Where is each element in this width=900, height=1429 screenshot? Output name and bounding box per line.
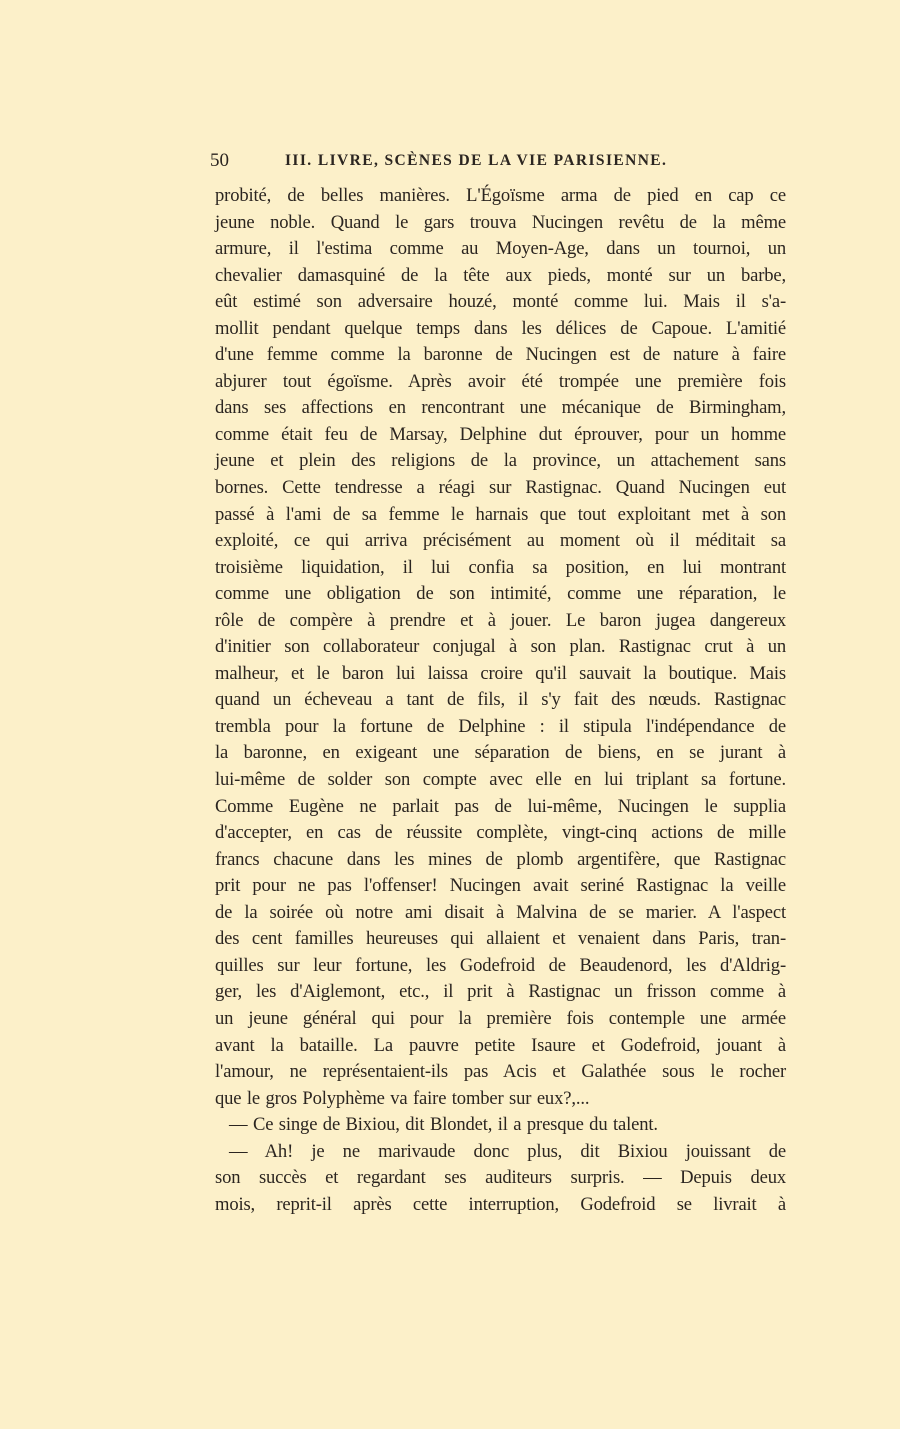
text-line: l'amour, ne représentaient-ils pas Acis et Galathée sous le rocher xyxy=(215,1061,786,1083)
text-line: troisième liquidation, il lui confia sa position, en lui montrant xyxy=(215,556,786,578)
text-line: de la soirée où notre ami disait à Malvina de se marier. A l'aspect xyxy=(215,901,786,923)
text-line: d'une femme comme la baronne de Nucingen est de nature à faire xyxy=(215,344,786,366)
text-line: un jeune général qui pour la première fois contemple une armée xyxy=(215,1007,786,1029)
text-line: abjurer tout égoïsme. Après avoir été trompée une première fois xyxy=(215,370,786,392)
text-line: rôle de compère à prendre et à jouer. Le baron jugea dangereux xyxy=(215,609,786,631)
text-line: mollit pendant quelque temps dans les délices de Capoue. L'amitié xyxy=(215,317,786,339)
text-line: francs chacune dans les mines de plomb argentifère, que Rastignac xyxy=(215,848,786,870)
text-line: ger, les d'Aiglemont, etc., il prit à Rastignac un frisson comme à xyxy=(215,981,786,1003)
text-line: avant la bataille. La pauvre petite Isaure et Godefroid, jouant à xyxy=(215,1034,786,1056)
text-line: comme une obligation de son intimité, comme une réparation, le xyxy=(215,583,786,605)
running-title: III. LIVRE, SCÈNES DE LA VIE PARISIENNE. xyxy=(285,152,668,169)
text-line: d'initier son collaborateur conjugal à son plan. Rastignac crut à un xyxy=(215,636,786,658)
text-line: des cent familles heureuses qui allaient et venaient dans Paris, tran- xyxy=(215,928,786,950)
page-header xyxy=(210,150,786,176)
text-line: dans ses affections en rencontrant une mécanique de Birmingham, xyxy=(215,397,786,419)
text-line: — Ah! je ne marivaude donc plus, dit Bixiou jouissant de xyxy=(229,1140,786,1162)
text-line: son succès et regardant ses auditeurs surpris. — Depuis deux xyxy=(215,1167,786,1189)
text-line: Comme Eugène ne parlait pas de lui-même, Nucingen le supplia xyxy=(215,795,786,817)
text-line: que le gros Polyphème va faire tomber sur eux?,... xyxy=(215,1087,590,1109)
text-line: la baronne, en exigeant une séparation de biens, en se jurant à xyxy=(215,742,786,764)
page-number: 50 xyxy=(210,150,229,171)
text-line: passé à l'ami de sa femme le harnais que tout exploitant met à son xyxy=(215,503,786,525)
text-line: jeune noble. Quand le gars trouva Nucingen revêtu de la même xyxy=(215,211,786,233)
text-line: bornes. Cette tendresse a réagi sur Rastignac. Quand Nucingen eut xyxy=(215,477,786,499)
text-line: jeune et plein des religions de la province, un attachement sans xyxy=(215,450,786,472)
text-line: lui-même de solder son compte avec elle en lui triplant sa fortune. xyxy=(215,769,786,791)
text-line: quand un écheveau a tant de fils, il s'y fait des nœuds. Rastignac xyxy=(215,689,786,711)
text-line: eût estimé son adversaire houzé, monté comme lui. Mais il s'a- xyxy=(215,291,786,313)
text-line: mois, reprit-il après cette interruption, Godefroid se livrait à xyxy=(215,1193,786,1215)
text-line: comme était feu de Marsay, Delphine dut éprouver, pour un homme xyxy=(215,423,786,445)
text-line: trembla pour la fortune de Delphine : il stipula l'indépendance de xyxy=(215,715,786,737)
text-line: quilles sur leur fortune, les Godefroid de Beaudenord, les d'Aldrig- xyxy=(215,954,786,976)
text-line: exploité, ce qui arriva précisément au moment où il méditait sa xyxy=(215,530,786,552)
text-line: — Ce singe de Bixiou, dit Blondet, il a presque du talent. xyxy=(229,1114,658,1136)
text-line: d'accepter, en cas de réussite complète, vingt-cinq actions de mille xyxy=(215,822,786,844)
text-line: armure, il l'estima comme au Moyen-Age, dans un tournoi, un xyxy=(215,238,786,260)
text-line: malheur, et le baron lui laissa croire qu'il sauvait la boutique. Mais xyxy=(215,662,786,684)
page-body-text xyxy=(215,183,786,1218)
text-line: probité, de belles manières. L'Égoïsme arma de pied en cap ce xyxy=(215,185,786,206)
text-line: prit pour ne pas l'offenser! Nucingen avait seriné Rastignac la veille xyxy=(215,875,786,897)
text-line: chevalier damasquiné de la tête aux pieds, monté sur un barbe, xyxy=(215,264,786,286)
